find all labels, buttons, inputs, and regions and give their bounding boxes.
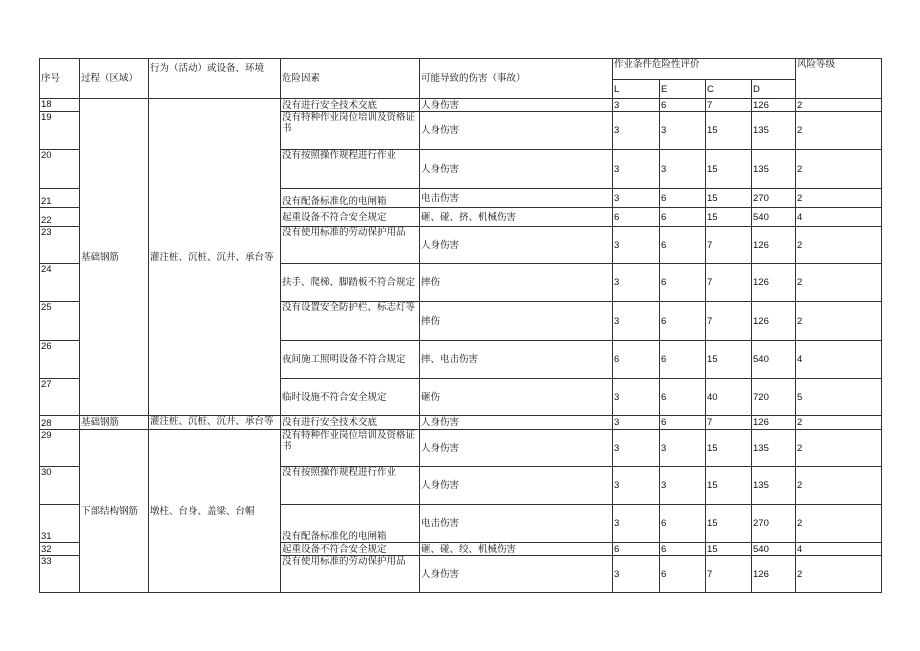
injury-cell: 摔伤 bbox=[420, 264, 613, 302]
E-cell: 6 bbox=[660, 189, 706, 208]
hazard-cell: 没有使用标准的劳动保护用品 bbox=[281, 556, 420, 593]
L-cell: 3 bbox=[613, 112, 660, 150]
table-row bbox=[40, 430, 882, 467]
L-cell: 6 bbox=[613, 543, 660, 556]
injury-cell: 摔伤 bbox=[420, 302, 613, 341]
L-cell: 3 bbox=[613, 150, 660, 189]
table-row bbox=[40, 416, 882, 430]
activity-cell: 墩柱、台身、盖梁、台帽 bbox=[149, 430, 281, 593]
E-cell: 6 bbox=[660, 543, 706, 556]
injury-cell: 电击伤害 bbox=[420, 505, 613, 543]
D-cell: 126 bbox=[752, 416, 796, 430]
row-seq: 33 bbox=[40, 556, 80, 593]
E-cell: 6 bbox=[660, 302, 706, 341]
injury-cell: 电击伤害 bbox=[420, 189, 613, 208]
C-cell: 15 bbox=[706, 543, 752, 556]
D-cell: 135 bbox=[752, 112, 796, 150]
activity-cell: 灌注桩、沉桩、沉井、承台等 bbox=[149, 416, 281, 430]
hazard-cell: 没有使用标准的劳动保护用品 bbox=[281, 227, 420, 264]
hazard-cell: 扶手、爬梯、脚踏板不符合规定 bbox=[281, 264, 420, 302]
row-seq: 18 bbox=[40, 99, 80, 112]
D-cell: 126 bbox=[752, 302, 796, 341]
injury-cell: 砸、碰、挤、机械伤害 bbox=[420, 208, 613, 227]
risk-level-cell: 2 bbox=[796, 189, 882, 208]
risk-level-cell: 2 bbox=[796, 416, 882, 430]
L-cell: 3 bbox=[613, 556, 660, 593]
L-cell: 6 bbox=[613, 341, 660, 379]
hazard-cell: 没有设置安全防护栏、标志灯等 bbox=[281, 302, 420, 341]
hazard-cell: 没有进行安全技术交底 bbox=[281, 416, 420, 430]
row-seq: 27 bbox=[40, 379, 80, 416]
D-cell: 135 bbox=[752, 430, 796, 467]
C-cell: 15 bbox=[706, 189, 752, 208]
header-row bbox=[40, 59, 882, 80]
header-activity: 行为（活动）或设备、环境 bbox=[149, 59, 281, 99]
risk-level-cell: 2 bbox=[796, 150, 882, 189]
header-evaluation: 作业条件危险性评价 bbox=[613, 59, 796, 80]
hazard-cell: 没有按照操作规程进行作业 bbox=[281, 467, 420, 505]
E-cell: 3 bbox=[660, 112, 706, 150]
risk-level-cell: 2 bbox=[796, 467, 882, 505]
C-cell: 7 bbox=[706, 99, 752, 112]
activity-cell: 灌注桩、沉桩、沉井、承台等 bbox=[149, 99, 281, 416]
risk-level-cell: 2 bbox=[796, 227, 882, 264]
header-process: 过程（区域） bbox=[80, 59, 149, 99]
C-cell: 7 bbox=[706, 416, 752, 430]
risk-level-cell: 2 bbox=[796, 112, 882, 150]
hazard-cell: 没有进行安全技术交底 bbox=[281, 99, 420, 112]
D-cell: 126 bbox=[752, 227, 796, 264]
row-seq: 29 bbox=[40, 430, 80, 467]
C-cell: 7 bbox=[706, 302, 752, 341]
header-D: D bbox=[752, 80, 796, 99]
injury-cell: 人身伤害 bbox=[420, 227, 613, 264]
injury-cell: 砸伤 bbox=[420, 379, 613, 416]
header-C: C bbox=[706, 80, 752, 99]
L-cell: 3 bbox=[613, 227, 660, 264]
risk-level-cell: 2 bbox=[796, 556, 882, 593]
L-cell: 3 bbox=[613, 264, 660, 302]
risk-level-cell: 5 bbox=[796, 379, 882, 416]
row-seq: 23 bbox=[40, 227, 80, 264]
C-cell: 15 bbox=[706, 341, 752, 379]
D-cell: 540 bbox=[752, 208, 796, 227]
C-cell: 15 bbox=[706, 467, 752, 505]
D-cell: 270 bbox=[752, 505, 796, 543]
C-cell: 7 bbox=[706, 556, 752, 593]
row-seq: 21 bbox=[40, 189, 80, 208]
C-cell: 15 bbox=[706, 150, 752, 189]
risk-level-cell: 4 bbox=[796, 208, 882, 227]
row-seq: 26 bbox=[40, 341, 80, 379]
E-cell: 6 bbox=[660, 416, 706, 430]
row-seq: 22 bbox=[40, 208, 80, 227]
E-cell: 3 bbox=[660, 150, 706, 189]
E-cell: 3 bbox=[660, 467, 706, 505]
header-risk-level: 风险等级 bbox=[796, 59, 882, 99]
C-cell: 7 bbox=[706, 264, 752, 302]
injury-cell: 人身伤害 bbox=[420, 556, 613, 593]
risk-level-cell: 2 bbox=[796, 264, 882, 302]
D-cell: 135 bbox=[752, 467, 796, 505]
E-cell: 6 bbox=[660, 505, 706, 543]
E-cell: 6 bbox=[660, 264, 706, 302]
C-cell: 15 bbox=[706, 208, 752, 227]
L-cell: 3 bbox=[613, 189, 660, 208]
injury-cell: 砸、碰、绞、机械伤害 bbox=[420, 543, 613, 556]
L-cell: 3 bbox=[613, 467, 660, 505]
hazard-cell: 没有特种作业岗位培训及资格证书 bbox=[281, 112, 420, 150]
hazard-cell: 没有按照操作规程进行作业 bbox=[281, 150, 420, 189]
E-cell: 6 bbox=[660, 99, 706, 112]
process-cell: 基础钢筋 bbox=[80, 99, 149, 416]
D-cell: 126 bbox=[752, 556, 796, 593]
L-cell: 3 bbox=[613, 505, 660, 543]
hazard-cell: 夜间施工照明设备不符合规定 bbox=[281, 341, 420, 379]
injury-cell: 人身伤害 bbox=[420, 467, 613, 505]
risk-level-cell: 2 bbox=[796, 99, 882, 112]
risk-assessment-table bbox=[39, 58, 882, 593]
risk-level-cell: 2 bbox=[796, 302, 882, 341]
row-seq: 30 bbox=[40, 467, 80, 505]
injury-cell: 摔、电击伤害 bbox=[420, 341, 613, 379]
row-seq: 25 bbox=[40, 302, 80, 341]
hazard-cell: 没有配备标准化的电闸箱 bbox=[281, 505, 420, 543]
hazard-cell: 起重设备不符合安全规定 bbox=[281, 543, 420, 556]
C-cell: 7 bbox=[706, 227, 752, 264]
C-cell: 15 bbox=[706, 430, 752, 467]
header-L: L bbox=[613, 80, 660, 99]
injury-cell: 人身伤害 bbox=[420, 416, 613, 430]
row-seq: 20 bbox=[40, 150, 80, 189]
hazard-cell: 没有特种作业岗位培训及资格证书 bbox=[281, 430, 420, 467]
risk-level-cell: 2 bbox=[796, 430, 882, 467]
D-cell: 126 bbox=[752, 264, 796, 302]
risk-level-cell: 4 bbox=[796, 341, 882, 379]
row-seq: 32 bbox=[40, 543, 80, 556]
header-seq: 序号 bbox=[40, 59, 80, 99]
D-cell: 720 bbox=[752, 379, 796, 416]
row-seq: 28 bbox=[40, 416, 80, 430]
E-cell: 6 bbox=[660, 341, 706, 379]
L-cell: 3 bbox=[613, 430, 660, 467]
D-cell: 270 bbox=[752, 189, 796, 208]
hazard-cell: 起重设备不符合安全规定 bbox=[281, 208, 420, 227]
risk-level-cell: 2 bbox=[796, 505, 882, 543]
C-cell: 15 bbox=[706, 505, 752, 543]
D-cell: 126 bbox=[752, 99, 796, 112]
L-cell: 6 bbox=[613, 208, 660, 227]
E-cell: 3 bbox=[660, 430, 706, 467]
C-cell: 40 bbox=[706, 379, 752, 416]
D-cell: 540 bbox=[752, 341, 796, 379]
injury-cell: 人身伤害 bbox=[420, 150, 613, 189]
table-row bbox=[40, 99, 882, 112]
hazard-cell: 临时设施不符合安全规定 bbox=[281, 379, 420, 416]
process-cell: 基础钢筋 bbox=[80, 416, 149, 430]
E-cell: 6 bbox=[660, 208, 706, 227]
C-cell: 15 bbox=[706, 112, 752, 150]
E-cell: 6 bbox=[660, 227, 706, 264]
E-cell: 6 bbox=[660, 556, 706, 593]
injury-cell: 人身伤害 bbox=[420, 99, 613, 112]
D-cell: 135 bbox=[752, 150, 796, 189]
L-cell: 3 bbox=[613, 99, 660, 112]
E-cell: 6 bbox=[660, 379, 706, 416]
D-cell: 540 bbox=[752, 543, 796, 556]
injury-cell: 人身伤害 bbox=[420, 430, 613, 467]
hazard-cell: 没有配备标准化的电闸箱 bbox=[281, 189, 420, 208]
L-cell: 3 bbox=[613, 379, 660, 416]
header-injury: 可能导致的伤害（事故） bbox=[420, 59, 613, 99]
L-cell: 3 bbox=[613, 416, 660, 430]
header-hazard: 危险因素 bbox=[281, 59, 420, 99]
row-seq: 31 bbox=[40, 505, 80, 543]
row-seq: 19 bbox=[40, 112, 80, 150]
process-cell: 下部结构钢筋 bbox=[80, 430, 149, 593]
row-seq: 24 bbox=[40, 264, 80, 302]
header-E: E bbox=[660, 80, 706, 99]
L-cell: 3 bbox=[613, 302, 660, 341]
injury-cell: 人身伤害 bbox=[420, 112, 613, 150]
risk-level-cell: 4 bbox=[796, 543, 882, 556]
